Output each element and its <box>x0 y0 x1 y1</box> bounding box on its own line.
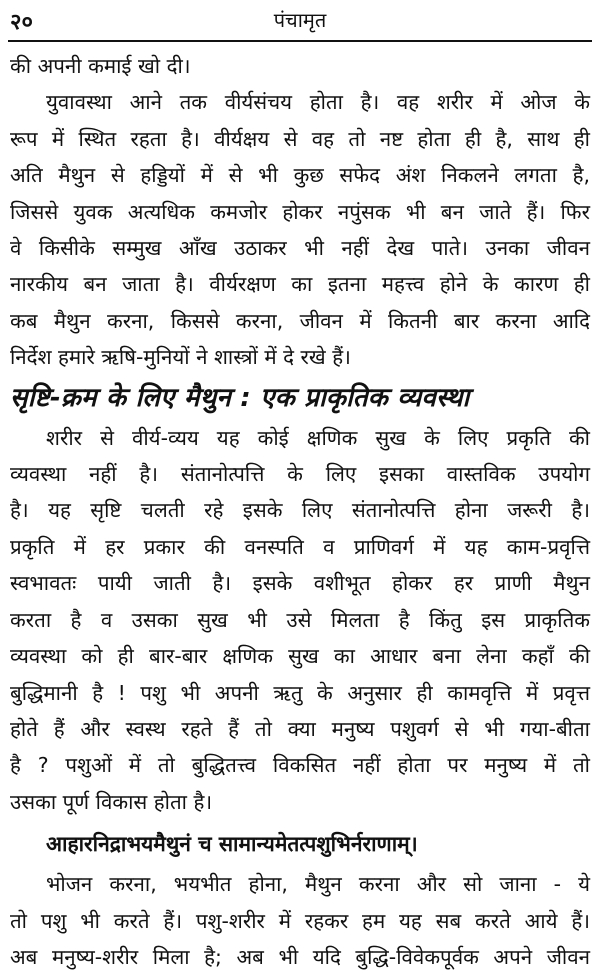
page-header <box>8 0 592 42</box>
text-line: है ? पशुओं में तो बुद्धितत्त्व विकसित नहीं होता पर मनुष्य में तो <box>10 753 590 778</box>
text-line: व्यवस्था नहीं है। संतानोत्पत्ति के लिए इसका वास्तविक उपयोग <box>10 462 590 487</box>
paragraph <box>10 866 590 975</box>
body-text <box>10 48 590 975</box>
text-line: करता है व उसका सुख भी उसे मिलता है किंतु इस प्राकृतिक <box>10 607 590 632</box>
text-line: व्यवस्था को ही बार-बार क्षणिक सुख का आधार बना लेना कहाँ की <box>10 644 590 669</box>
text-line: जिससे युवक अत्यधिक कमजोर होकर नपुंसक भी बन जाते हैं। फिर <box>10 199 590 224</box>
text-line: अब मनुष्य-शरीर मिला है; अब भी यदि बुद्धि-विवेकपूर्वक अपने जीवन <box>10 944 590 969</box>
paragraph-continuation <box>10 48 590 84</box>
text-line: वे किसीके सम्मुख आँख उठाकर भी नहीं देख पाते। उनका जीवन <box>10 236 590 261</box>
text-line: प्रकृति में हर प्रकार की वनस्पति व प्राणिवर्ग में यह काम-प्रवृत्ति <box>10 534 590 559</box>
text-line: अति मैथुन से हड्डियों में से भी कुछ सफेद अंश निकलने लगता है, <box>10 163 590 188</box>
text-line: युवावस्था आने तक वीर्यसंचय होता है। वह शरीर में ओज के <box>46 90 590 115</box>
text-line: शरीर से वीर्य-व्यय यह कोई क्षणिक सुख के लिए प्रकृति की <box>46 425 590 450</box>
running-title: पंचामृत <box>273 8 327 32</box>
text-line: निर्देश हमारे ऋषि-मुनियों ने शास्त्रों में दे रखे हैं। <box>10 345 351 370</box>
text-line: है। यह सृष्टि चलती रहे इसके लिए संतानोत्पत्ति होना जरूरी है। <box>10 498 590 523</box>
text-line: रूप में स्थित रहता है। वीर्यक्षय से वह तो नष्ट होता ही है, साथ ही <box>10 126 590 151</box>
text-line: बुद्धिमानी है ! पशु भी अपनी ऋतु के अनुसार ही कामवृत्ति में प्रवृत्त <box>10 680 590 705</box>
text-line: कब मैथुन करना, किससे करना, जीवन में कितनी बार करना आदि <box>10 308 590 333</box>
section-heading: सृष्टि-क्रम के लिए मैथुन : एक प्राकृतिक व्यवस्था <box>10 382 470 413</box>
paragraph <box>10 84 590 375</box>
text-line: भोजन करना, भयभीत होना, मैथुन करना और सो जाना - ये <box>46 872 590 897</box>
text-line: नारकीय बन जाता है। वीर्यरक्षण का इतना महत्त्व होने के कारण ही <box>10 272 590 297</box>
sanskrit-shloka: आहारनिद्राभयमैथुनं च सामान्यमेतत्पशुभिर्नराणाम्। <box>46 832 418 857</box>
page-number: २० <box>10 10 33 35</box>
text-line: उसका पूर्ण विकास होता है। <box>10 789 213 814</box>
text-line: होते हैं और स्वस्थ रहते हैं तो क्या मनुष्य पशुवर्ग से भी गया-बीता <box>10 716 590 741</box>
paragraph <box>10 420 590 820</box>
text-line: की अपनी कमाई खो दी। <box>10 54 191 78</box>
text-line: तो पशु भी करते हैं। पशु-शरीर में रहकर हम यह सब करते आये हैं। <box>10 908 590 933</box>
text-line: स्वभावतः पायी जाती है। इसके वशीभूत होकर हर प्राणी मैथुन <box>10 571 590 596</box>
